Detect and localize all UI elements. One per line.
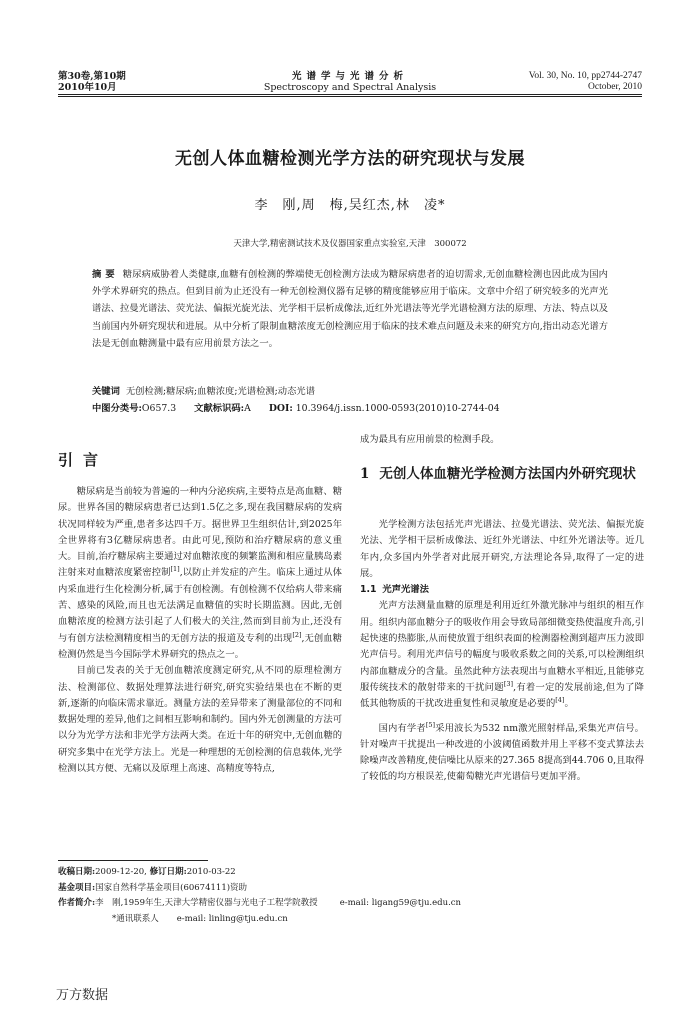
header-rule [58, 94, 642, 95]
classification-line [92, 401, 632, 417]
footnote-rule [58, 860, 208, 861]
continued-text: 成为最具有应用前景的检测手段。 [360, 434, 500, 445]
keywords-text: 无创检测;糖尿病;血糖浓度;光谱检测;动态光谱 [125, 386, 315, 397]
left-column [58, 484, 342, 777]
running-header-left [58, 71, 126, 93]
author-list: 李 刚,周 梅,吴红杰,林 凌* [254, 198, 446, 213]
volume-issue-en: Vol. 30, No. 10, pp2744-2747 [528, 71, 642, 81]
abstract-text: 糖尿病威胁着人类健康,血糖有创检测的弊端使无创检测方法成为糖尿病患者的迫切需求,无创血糖检测也因此成为国内外学术界研究的热点。但到目前为止还没有一种无创检测仪器有足够的精度能够应用于临床。文章中介绍了研究较多的光声光谱法、拉曼光谱法、荧光法、偏振光旋光法、光学相干层析成像法,近红外光谱法等光学光谱检测方法的原理、方法、特点以及当前国内外研究现状和进展。从中分析了限制血糖浓度无创检测应用于临床的技术难点问题及未来的研究方向,指出动态光谱方法是无创血糖测量中最有应用前景方法之一。 [92, 269, 608, 349]
clc-label: 中图分类号: [92, 403, 142, 414]
section-title: 无创人体血糖光学检测方法国内外研究现状 [379, 466, 636, 482]
intro-paragraph-2: 目前已发表的关于无创血糖浓度测定研究,从不同的原理检测方法、检测部位、数据处理算法进行研究,研究实验结果也在不断的更新,逐渐的向临床需求靠近。测量方法的差异带来了测量部位的不同和数据处理的差异,他们之间相互影响和制约。国内外无创测量的方法可以分为光学方法和非光学方法两大类。在近十年的研究中,无创血糖的研究多集中在光学方法上。光是一种理想的无创检测的信息载体,光学检测以其方便、无痛以及原理上高速、高精度等特点, [58, 665, 342, 775]
citation: [2] [292, 630, 302, 639]
header-rule-thin [58, 96, 642, 97]
paper-title: 无创人体血糖检测光学方法的研究现状与发展 [175, 149, 525, 169]
photoacoustic-paragraph: 光声方法测量血糖的原理是利用近红外激光脉冲与组织的相互作用。组织内部血糖分子的吸收作用会导致局部细微变热使温度升高,引起快速的热膨胀,从而使放置于组织表面的检测器检测到超声压力波即光声信号。利用光声信号的幅度与吸收系数之间的关系,可以检测组织内部血糖成分的含量。虽然此种方法表现出与血糖水平相近,且能够克服传统技术的散射带来的干扰问题[3],有着一定的发展前途,但为了降低其他物质的干扰改进重复性和灵敏度是必要的[4]。 [360, 600, 644, 710]
abstract [92, 266, 608, 352]
subsection-title: 光声光谱法 [382, 584, 429, 596]
section-heading-introduction: 引言 [58, 451, 109, 469]
footnote-author: 作者简介:李 刚,1959年生,天津大学精密仪器与光电子工程学院教授 e-mail: ligang59@tju.edu.cn [58, 898, 462, 908]
right-column-continuation [360, 432, 644, 448]
intro-paragraph-1: 糖尿病是当前较为普遍的一种内分泌疾病,主要特点是高血糖、糖尿。世界各国的糖尿病患者已达到1.5亿之多,现在我国糖尿病的发病状况同样较为严重,患者多达四千万。据世界卫生组织估计,到2025年全世界将有3亿糖尿病患者。由此可见,预防和治疗糖尿病的意义重大。目前,治疗糖尿病主要通过对血糖浓度的频繁监测和相应量胰岛素注射来对血糖浓度紧密控制[1],以防止并发症的产生。临床上通过从体内采血进行生化检测分析,属于有创检测。有创检测不仅给病人带来痛苦、感染的风险,而且也无法满足血糖值的实时长期监测。因此,无创血糖浓度的检测方法引起了人们极大的关注,然而到目前为止,还没有与有创方法检测精度相当的无创方法的报道及专利的出现[2],无创血糖检测仍然是当今国际学术界研究的热点之一。 [58, 486, 342, 660]
watermark-text: 万方数据 [56, 988, 109, 1003]
footnotes [58, 865, 642, 927]
date-en: October, 2010 [588, 82, 642, 92]
keywords-label: 关键词 [92, 386, 120, 397]
footnote-funding: 基金项目:国家自然科学基金项目(60674111)资助 [58, 882, 248, 893]
footnote-corresponding: *通讯联系人 e-mail: linling@tju.edu.cn [112, 913, 288, 924]
date-cn: 2010年10月 [58, 82, 117, 93]
running-header-right [470, 71, 642, 93]
clc-value: O657.3 [141, 403, 177, 414]
journal-name-cn: 光谱学与光谱分析 [291, 71, 408, 82]
citation: [1] [170, 565, 180, 574]
corresponding-email: e-mail: linling@tju.edu.cn [176, 913, 288, 924]
doi-value: 10.3964/j.issn.1000-0593(2010)10-2744-04 [295, 403, 500, 414]
affiliation: 天津大学,精密测试技术及仪器国家重点实验室,天津 300072 [233, 239, 467, 249]
citation: [3] [503, 679, 514, 688]
domestic-research-paragraph: 国内有学者[5]采用波长为532 nm激光照射样品,采集光声信号。针对噪声干扰提出一种改进的小波阈值函数并用上平移不变式算法去除噪声改善精度,使信噪比从原来的27.365 8提高到44.706 0,且取得了较低的均方根误差,使葡萄糖光声光谱信号更加平滑。 [360, 720, 644, 783]
footnote-dates: 收稿日期:2009-12-20, 修订日期:2010-03-22 [58, 867, 236, 877]
abstract-label: 摘要 [92, 269, 119, 280]
keywords [92, 384, 608, 400]
section-heading-1 [360, 465, 644, 484]
running-header-center [245, 71, 455, 93]
right-column [360, 517, 644, 786]
citation: [4] [555, 696, 565, 705]
subsection-heading-1-1 [360, 582, 644, 598]
citation: [5] [425, 720, 436, 729]
section1-paragraph-1: 光学检测方法包括光声光谱法、拉曼光谱法、荧光法、偏振光旋光法、光学相干层析成像法、近红外光谱法、中红外光谱法等。近几年内,众多国内外学者对此展开研究,方法理论各异,取得了一定的进展。 [360, 519, 644, 579]
author-email: e-mail: ligang59@tju.edu.cn [339, 898, 462, 908]
doc-code-label: 文献标识码: [194, 403, 245, 414]
journal-name-en: Spectroscopy and Spectral Analysis [263, 82, 437, 93]
subsection-number: 1.1 [360, 584, 377, 596]
doc-code-value: A [244, 403, 251, 414]
section-number: 1 [360, 466, 370, 482]
doi-label: DOI: [268, 403, 293, 414]
volume-issue-cn: 第30卷,第10期 [58, 71, 126, 82]
